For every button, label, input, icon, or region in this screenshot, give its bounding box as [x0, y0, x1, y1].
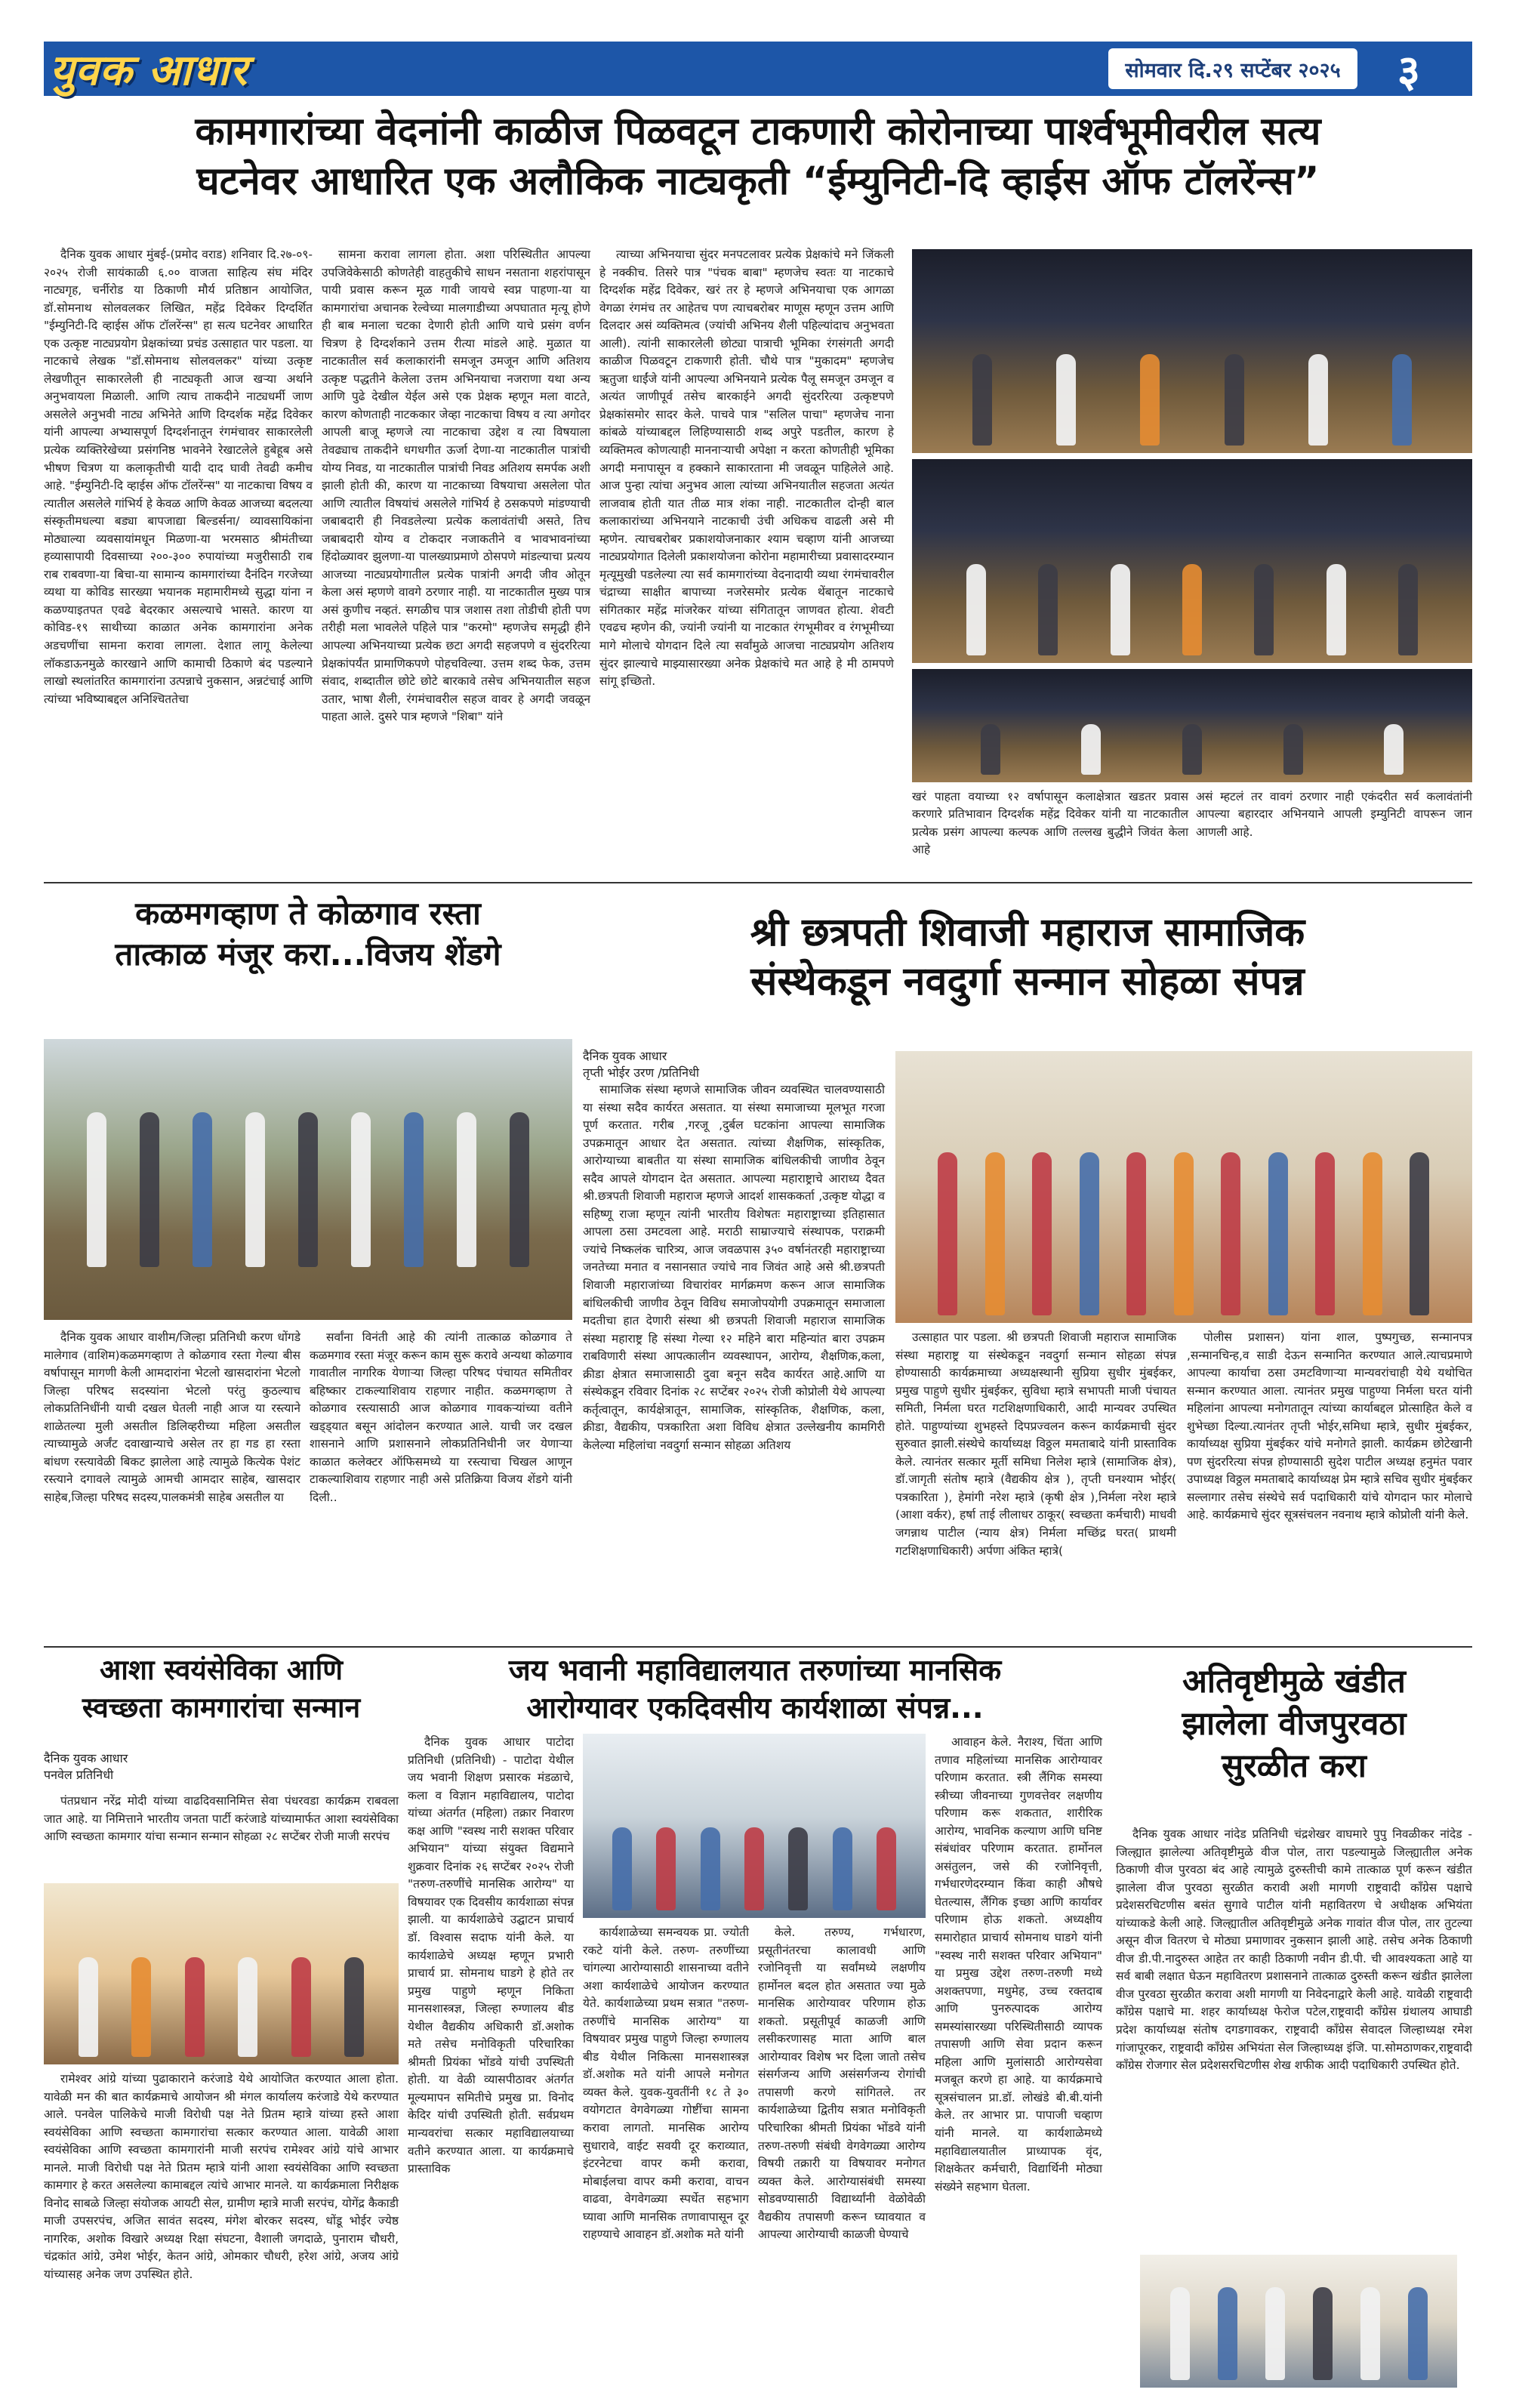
lead-photo-caption-left: खरं पाहता वयाच्या १२ वर्षापासून कलाक्षेत्रात खडतर प्रवास करणारे प्रतिभावान दिग्दर्शक महेंद्र दिवेकर यांनी या नाटकातील प्रत्येक प्रसंग आपल्या कल्पक आणि तल्लख बुद्धीने जिवंत केला आहे: [912, 790, 1188, 856]
vij-headline-line1: अतिवृष्टीमुळे खंडीत: [1182, 1663, 1406, 1700]
kalamgavhan-text-1: दैनिक युवक आधार वाशीम/जिल्हा प्रतिनिधी करण धोंगडे मालेगाव (वाशिम)कळमगव्हाण ते कोळगाव रस्ता गेल्या बीस वर्षापासून मागणी केली आमदारांना भेटलो खासदारांना भेटलो जिल्हा परिषद सदस्यांना भेटलो परंतु कुठल्याच लोकप्रतिनिधींनी याची दखल घेतली नाही आज या रस्त्याने शाळेतल्या मुली असतील डिलिव्हरीच्या महिला असतील त्याच्यामुळे अर्जंट दवाखान्याचे असेल तर हा गड हा रस्ता बांधण रस्त्यावेळी बिकट झालेला आहे त्यामुळे कित्येक पेशंट रस्त्याने दगावले त्यामुळे आमची आमदार साहेब, खासदार साहेब,जिल्हा परिषद सदस्य,पालकमंत्री साहेब असतील या: [44, 1330, 300, 1504]
lead-photo-caption-right: असं म्हटलं तर वावगं ठरणार नाही एकंदरीत सर्व कलावंतांनी आपल्या बहारदार अभिनयाने आपली इम्युनिटी वापरून जान आणली आहे.: [1196, 790, 1472, 839]
kalamgavhan-headline-line2: तात्काळ मंजूर करा...विजय शेंडगे: [115, 935, 501, 973]
vij-headline[interactable]: [1116, 1661, 1472, 1788]
navdurga-byline-2: तृप्ती भोईर उरण /प्रतिनिधी: [583, 1065, 700, 1081]
asha-byline: [44, 1750, 399, 1784]
jay-bhavani-column-3: [758, 1924, 926, 2388]
memorandum-photo[interactable]: [1140, 2255, 1457, 2388]
navdurga-column-3: [1187, 1329, 1472, 1639]
navdurga-text-1: सामाजिक संस्था म्हणजे सामाजिक जीवन व्यवस्थित चालवण्यासाठी या संस्था सदैव कार्यरत असतात. या संस्था समाजाच्या मूलभूत गरजा पूर्ण करतात. गरीब ,गरजू ,दुर्बल घटकांना आपल्या सामाजिक उपक्रमातून आधार देत असतात. त्यांच्या शैक्षणिक, सांस्कृतिक, आरोग्याच्या बाबतीत या संस्था सामाजिक बांधिलकीची जाणीव ठेवून सदैव आपले योगदान देत असतात. आपल्या महाराष्ट्राचे आराध्य दैवत श्री.छत्रपती शिवाजी महाराज म्हणजे आदर्श शासककर्ता ,उत्कृष्ट योद्धा व सहिष्णू राजा म्हणून त्यांनी भारतीय विशेषतः महाराष्ट्राच्या इतिहासात आपला ठसा उमटवला आहे. मराठी साम्राज्याचे संस्थापक, पराक्रमी ज्यांचे निष्कलंक चारित्र्य, आज जवळपास ३५० वर्षानंतरही महाराष्ट्राच्या जनतेच्या मनात व नसानसात ज्यांचे नाव जिवंत आहे असे श्री.छत्रपती शिवाजी महाराजांच्या विचारांवर मार्गक्रमण करून आज सामाजिक बांधिलकीची जाणीव ठेवून विविध समाजोपयोगी उपक्रमातून समाजाला मदतीचा हात देणारी संस्था श्री छत्रपती शिवाजी महाराज सामाजिक संस्था महाराष्ट्र हि संस्था गेल्या १२ महिने बारा महिन्यांत बारा उपक्रम राबविणारी संस्था आपत्कालीन व्यवस्थापन, आरोग्य, शैक्षणिक,कला, क्रीडा क्षेत्रात समाजासाठी दुवा बनून सदैव कार्यरत आहे.आणि या संस्थेकडून रविवार दिनांक २८ सप्टेंबर २०२५ रोजी कोप्रोली येथे आपल्या कर्तृत्वातून, कार्यक्षेत्रातून, सामाजिक, सांस्कृतिक, शैक्षणिक, कला, क्रीडा, वैद्यकीय, पत्रकारिता अशा विविध क्षेत्रात उल्लेखनीय कामगिरी केलेल्या महिलांचा नवदुर्गा सन्मान सोहळा अतिशय: [583, 1083, 885, 1452]
asha-text-2: रामेश्वर आंग्रे यांच्या पुढाकाराने करंजाडे येथे आयोजित करण्यात आला होता. यावेळी मन की बात कार्यक्रमाचे आयोजन श्री मंगल कार्यालय करंजाडे येथे करण्यात आले. पनवेल पालिकेचे माजी विरोधी पक्ष नेते प्रितम म्हात्रे यांच्या हस्ते आशा स्वयंसेविका आणि स्वच्छता कामगारांचा सत्कार करण्यात आला. यावेळी आशा स्वयंसेविका आणि स्वच्छता कामगारांनी माजी सरपंच रामेश्वर आंग्रे यांचे आभार मानले. माजी विरोधी पक्ष नेते प्रितम म्हात्रे यांनी आशा स्वयंसेविका आणि स्वच्छता कामगार हे करत असलेल्या कामाबद्दल त्यांचे आभार मानले. या कार्यक्रमाला निरीक्षक विनोद साबळे जिल्हा संयोजक आयटी सेल, ग्रामीण म्हात्रे माजी सरपंच, योगेंद्र कैकाडी माजी उपसरपंच, अजित सावंत सदस्य, मंगेश बोरकर सदस्य, धोंडू भोईर ज्येष्ठ नागरिक, अशोक विखारे अध्यक्ष रिक्षा संघटना, वैशाली जगदाळे, पुनाराम चौधरी, चंद्रकांत आंग्रे, उमेश भोईर, केतन आंग्रे, ओमकार चौधरी, हरेश आंग्रे, अजय आंग्रे यांच्यासह अनेक जण उपस्थित होते.: [44, 2072, 399, 2282]
asha-byline-2: पनवेल प्रतिनिधी: [44, 1768, 114, 1783]
asha-text-1: पंतप्रधान नरेंद्र मोदी यांच्या वाढदिवसानिमित्त सेवा पंधरवडा कार्यक्रम राबवला जात आहे. या निमित्ताने भारतीय जनता पार्टी करंजाडे यांच्यामार्फत आशा स्वयंसेविका आणि स्वच्छता कामगार यांचा सन्मान सन्मान सोहळा २८ सप्टेंबर रोजी माजी सरपंच: [44, 1794, 399, 1844]
vij-text: [1116, 1826, 1472, 2247]
asha-headline[interactable]: [44, 1654, 399, 1724]
lead-text-1: दैनिक युवक आधार मुंबई-(प्रमोद वराड) शनिवार दि.२७-०९- २०२५ रोजी सायंकाळी ६.०० वाजता साहित्य संघ मंदिर नाट्यगृह, चर्नीरोड या ठिकाणी मौर्य प्रतिष्ठान आयोजित, डॉ.सोमनाथ सोलवलकर लिखित, महेंद्र दिवेकर दिग्दर्शित "ईम्युनिटी-दि व्हाईस ऑफ टॉलरेंन्स" हा सत्य घटनेवर आधारित एक उत्कृष्ट नाट्यप्रयोग प्रेक्षकांच्या प्रचंड उत्साहात पार पडला. या नाटकाचे लेखक "डॉ.सोमनाथ सोलवलकर" यांच्या उत्कृष्ट लेखणीतून साकारलेली ही नाट्यकृती आज खऱ्या अर्थाने अनुभवायला मिळाली. आणि त्याच ताकदीने नाट्यधर्मी जाण असलेले अनुभवी नाट्य अभिनेते आणि दिग्दर्शक महेंद्र दिवेकर यांनी आपल्या अभ्यासपूर्ण दिग्दर्शनातून रंगमंचावर साकारलेली प्रत्येक व्यक्तिरेखेच्या प्रसंगनिष्ठ भावनेने रेखाटलेले हुबेहूब असे भीषण चित्रण या कलाकृतीची यादी दाद घावी तेवढी कमीच आहे. "ईम्युनिटी-दि व्हाईस ऑफ टॉलरेंन्स" या नाटकाचा विषय व त्यातील असलेले गांभिर्य हे केवळ आणि केवळ आजच्या बदलत्या संस्कृतीमधल्या बड्या बापजाद्या बिल्डर्सना/ व्यावसायिकांना मोठ्याल्या व्यवसायांमधून मिळणा-या भरमसाठ श्रीमंतीच्या हव्यासापायी दिवसाच्या २००-३०० रुपायांच्या मजुरीसाठी राब राब राबवणा-या बिचा-या सामान्य कामगारांच्या दैनंदिन गरजेच्या व्यथा या कोविड सारख्या भयानक महामारीमध्ये सुद्धा यांना न कळण्याइतपत एवढे बेदरकार असल्याचे भासते. कारण या कोविड-१९ साथीच्या काळात अनेक कामगारांना अनेक अडचणींचा सामना करावा लागला. देशात लागू केलेल्या लॉकडाऊनमुळे कारखाने आणि कामाची ठिकाणे बंद पडल्याने लाखो स्थलांतरित कामगारांना उत्पन्नाचे नुकसान, अन्नटंचाई आणि त्यांच्या भविष्याबद्दल अनिश्चिततेचा: [44, 248, 313, 706]
section-divider: [44, 882, 1472, 883]
jay-bhavani-headline[interactable]: [408, 1654, 1102, 1726]
play-photo-2[interactable]: [912, 459, 1472, 663]
navdurga-byline: [583, 1048, 885, 1082]
lead-headline-line2: घटनेवर आधारित एक अलौकिक नाट्यकृती “ईम्युनिटी-दि व्हाईस ऑफ टॉलरेंन्स”: [196, 159, 1320, 205]
page-number: ३: [1397, 45, 1421, 97]
navdurga-headline-line2: संस्थेकडून नवदुर्गा सन्मान सोहळा संपन्न: [750, 959, 1305, 1005]
lead-column-2: [322, 246, 590, 871]
kalamgavhan-headline-line1: कळमगव्हाण ते कोळगाव रस्ता: [135, 895, 481, 932]
jay-bhavani-column-1: [408, 1734, 574, 2388]
asha-photo[interactable]: [44, 1883, 399, 2064]
navdurga-text-2: उत्साहात पार पडला. श्री छत्रपती शिवाजी महाराज सामाजिक संस्था महाराष्ट्र या संस्थेकडून नवदुर्गा सन्मान सोहळा संपन्न होण्यासाठी कार्यक्रमाच्या अध्यक्षस्थानी सुप्रिया सुधीर मुंबईकर, प्रमुख पाहुणे सुधीर मुंबईकर, सुविधा म्हात्रे सभापती माजी पंचायत समिती, निर्मला घरत गटशिक्षणाधिकारी, आदी मान्यवर उपस्थित होते. पाहुण्यांच्या शुभहस्ते दिपप्रज्वलन करून कार्यक्रमाची सुंदर सुरुवात झाली.संस्थेचे कार्याध्यक्ष विठ्ठल ममताबादे यांनी प्रास्ताविक केले. त्यानंतर सत्कार मूर्ती समिधा निलेश म्हात्रे (सामाजिक क्षेत्र), डॉ.जागृती संतोष म्हात्रे (वैद्यकीय क्षेत्र ), तृप्ती घनश्याम भोईर( पत्रकारिता ), हेमांगी नरेश म्हात्रे (कृषी क्षेत्र ),निर्मला नरेश म्हात्रे (आशा वर्कर), हर्षा ताई लीलाधर ठाकूर( स्वच्छता कर्मचारी) माधवी जगन्नाथ पाटील (न्याय क्षेत्र) निर्मला मच्छिंद्र घरत( प्राथमी गटशिक्षणाधिकारी) अर्पणा अंकित म्हात्रे(: [895, 1330, 1176, 1558]
asha-headline-line1: आशा स्वयंसेविका आणि: [99, 1654, 344, 1686]
jay-bhavani-headline-line2: आरोग्यावर एकदिवसीय कार्यशाळा संपन्न...: [526, 1691, 984, 1726]
jay-bhavani-headline-line1: जय भवानी महाविद्यालयात तरुणांच्या मानसिक: [508, 1654, 1002, 1688]
lead-text-2: सामना करावा लागला होता. अशा परिस्थितीत आपल्या उपजिवेकेसाठी कोणतेही वाहतुकीचे साधन नसताना शहरांपासून पायी प्रवास करून मूळ गावी जायचे स्वप्न पाहणा-या या कामगारांचा अचानक रेल्वेच्या मालगाडीच्या अपघातात मृत्यू होणे ही बाब मनाला चटका देणारी होती आणि याचे प्रसंग वर्णन चित्रण हे दिग्दर्शकाने उत्तम रीत्या मांडले आहे. मुळात या नाटकातील सर्व कलाकारांनी समजून उमजून आणि अतिशय उत्कृष्ट पद्धतीने केलेला उत्तम अभिनयाचा नजराणा यथा अन्य आणि पुढे देखील येईल असे एक प्रेक्षक म्हणून मला वाटते, कारण कोणताही नाटककार जेव्हा नाटकाचा विषय व त्या अगोदर आपली बाजू म्हणजे त्या नाटकाचा उद्देश व त्या विषयाला तेवढ्याच ताकदीने धगधगीत ऊर्जा देणा-या नाटकातील पात्रांची योग्य निवड, या नाटकातील पात्रांची निवड अतिशय समर्पक अशी झाली होती की, कारण या नाटकाच्या विषयाचा असलेला पोत आणि त्यातील विषयांचं असलेले गांभिर्य हे ठसकपणे मांडण्याची जबाबदारी ही निवडलेल्या प्रत्येक कलावंतांची असते, तिच जबाबदारी योग्य व टोकदार नजाकतीने व भावभावनांच्या हिंदोळ्यावर झुलणा-या पालख्याप्रमाणे ठोसपणे मांडल्याचा प्रत्यय आजच्या नाट्यप्रयोगातील प्रत्येक पात्रांनी अगदी जीव ओतून केला असं म्हणणे वावगे ठरणार नाही. या नाटकातील मुख्य पात्र असं कुणीच नव्हतं. सगळीच पात्र जशास तशा तोडीची होती पण तरीही मला भावलेले पहिले पात्र "करमो" म्हणजेच समृद्धी हीने आपल्या अभिनयाच्या प्रत्येक छटा अगदी सहजपणे व सुंदररित्या प्रेक्षकांपर्यंत प्रामाणिकपणे पोहचविल्या. उत्तम शब्द फेक, उत्तम संवाद, शब्दातील छोटे छोटे बारकावे तसेच अभिनयातील सहज उतार, भाषा शैली, रंगमंचावरील सहज वावर हे अगदी जवळून पाहता आले. दुसरे पात्र म्हणजे "शिबा" यांने: [322, 248, 590, 724]
lead-headline[interactable]: [44, 109, 1472, 205]
jay-bhavani-text-4: आवाहन केले. नैराश्य, चिंता आणि तणाव महिलांच्या मानसिक आरोग्यावर परिणाम करतात. स्त्री लैंगिक समस्या स्त्रीच्या जीवनाच्या गुणवत्तेवर लक्षणीय परिणाम करू शकतात, शारीरिक आरोग्य, भावनिक कल्याण आणि घनिष्ट संबंधांवर परिणाम करतात. हार्मोनल असंतुलन, जसे की रजोनिवृत्ती, गर्भधारणेदरम्यान किंवा काही औषधे घेतल्यास, लैंगिक इच्छा आणि कार्यावर परिणाम होऊ शकतो. अध्यक्षीय समारोहात प्राचार्य सोमनाथ घाडगे यांनी "स्वस्थ नारी सशक्त परिवार अभियान" या प्रमुख उद्देश तरुण-तरुणी मध्ये अशक्तपणा, मधुमेह, उच्च रक्तदाब आणि पुनरुत्पादक आरोग्य समस्यांसारख्या परिस्थितीसाठी व्यापक तपासणी आणि सेवा प्रदान करून महिला आणि मुलांसाठी आरोग्यसेवा मजबूत करणे हा आहे. या कार्यक्रमाचे सूत्रसंचालन प्रा.डॉ. लोखंडे बी.बी.यांनी केले. तर आभार प्रा. पापाजी चव्हाण यांनी मानले. या कार्यशाळेमध्ये महाविद्यालयातील प्राध्यापक वृंद, शिक्षकेतर कर्मचारी, विद्यार्थिनी मोठ्या संख्येने सहभाग घेतला.: [935, 1735, 1102, 2194]
vij-headline-line2: झालेला वीजपुरवठा: [1182, 1704, 1407, 1743]
kalamgavhan-column-2: [310, 1329, 572, 1639]
workshop-photo[interactable]: [583, 1734, 926, 1918]
play-photo-1[interactable]: [912, 249, 1472, 453]
lead-headline-line1: कामगारांच्या वेदनांनी काळीज पिळवटून टाकणारी कोरोनाच्या पार्श्वभूमीवरील सत्य: [195, 109, 1321, 154]
section-divider-2: [44, 1646, 1472, 1648]
asha-text-top: [44, 1793, 399, 1877]
asha-headline-line2: स्वच्छता कामगारांचा सन्मान: [82, 1691, 361, 1724]
asha-byline-1: दैनिक युवक आधार: [44, 1751, 128, 1765]
navdurga-headline[interactable]: [583, 910, 1472, 1006]
navdurga-headline-line1: श्री छत्रपती शिवाजी महाराज सामाजिक: [750, 910, 1305, 955]
navdurga-text-3: पोलीस प्रशासन) यांना शाल, पुष्पगुच्छ, सन्मानपत्र ,सन्मानचिन्ह,व साडी देऊन सन्मानित करण्यात आले.त्याचप्रमाणे आपल्या कार्याचा ठसा उमटविणाऱ्या मान्यवरांचाही येथे यथोचित सन्मान करण्यात आला. त्यानंतर प्रमुख पाहुण्या निर्मला घरत यांनी महिलांना आपल्या मनोगतातून त्यांच्या कार्याबद्दल प्रोत्साहित केले व शुभेच्छा दिल्या.त्यानंतर तृप्ती भोईर,समिधा म्हात्रे, सुधीर मुंबईकर, कार्याध्यक्ष सुप्रिया मुंबईकर यांचे मनोगते झाली. कार्यक्रम छोटेखानी पण सुंदररित्या संपन्न होण्यासाठी सुदेश पाटील अध्यक्ष हनुमंत पवार उपाध्यक्ष विठ्ठल ममताबादे कार्याध्यक्ष प्रेम म्हात्रे सचिव सुधीर मुंबईकर सल्लागार तसेच संस्थेचे सर्व पदाधिकारी यांचे योगदान फार मोलाचे आहे. कार्यक्रमाचे सुंदर सूत्रसंचलन नवनाथ म्हात्रे कोप्रोली यांनी केले.: [1187, 1330, 1472, 1522]
asha-text-bottom: [44, 2070, 399, 2388]
jay-bhavani-column-2: [583, 1924, 749, 2388]
lead-column-3: [599, 246, 894, 871]
navdurga-column-1: [583, 1081, 885, 1452]
lead-text-3: त्याच्या अभिनयाचा सुंदर मनपटलावर प्रत्येक प्रेक्षकांचे मने जिंकली हे नक्कीच. तिसरे पात्र "पंचक बाबा" म्हणजेच स्वतः या नाटकाचे दिग्दर्शक महेंद्र दिवेकर, खरं तर हे म्हणजे अभिनयाचा एक आगळा वेगळा रंगमंच तर आहेतच पण त्याचबरोबर माणूस म्हणून उत्तम आणि दिलदार असं व्यक्तिमत्व (ज्यांची अभिनय शैली पहिल्यांदाच अनुभवता आली). त्यांनी साकारलेली छोट्या पात्राची भूमिका रंगसंगती अगदी काळीज पिळवटून टाकणारी होती. चौथे पात्र "मुकादम" म्हणजेच ऋतुजा धाईंजे यांनी आपल्या अभिनयाने प्रत्येक पैलू समजून उमजून व अत्यंत जाणीपूर्व तसेच बारकाईने अगदी सुंदररित्या उत्कृष्टपणे प्रेक्षकांसमोर सादर केले. पाचवे पात्र "सलिल पाचा" म्हणजेच नाना कांबळे यांच्याबद्दल लिहिण्यासाठी शब्द अपुरे पडतील, कारण हे व्यक्तिमत्व कोणत्याही माननाऱ्याची अपेक्षा न करता कोणतीही भूमिका अगदी मनापासून व हक्काने साकारताना मी जवळून पाहिलेले आहे. आज पुन्हा त्यांचा अनुभव आला त्यांच्या अभिनयातील सहजता अत्यंत लाजवाब होती यात तीळ मात्र शंका नाही. नाटकातील दोन्ही बाल कलाकारांच्या अभिनयाने नाटकाची उंची अधिकच वाढली असे मी म्हणेन. त्याचबरोबर प्रकाशयोजनाकार श्याम चव्हाण यांनी आजच्या नाट्यप्रयोगात दिलेली प्रकाशयोजना कोरोना महामारीच्या प्रवासादरम्यान मृत्यूमुखी पडलेल्या त्या सर्व कामगारांच्या वेदनादायी व्यथा रंगमंचावरील चंद्राच्या साक्षीत बापाच्या नजरेसमोर प्रत्येक थेंबातून नाटकाचे संगितकार महेंद्र मांजरेकर यांच्या संगितातून जाणवत होत्या. शेवटी एवढच म्हणेन की, ज्यांनी ज्यांनी या नाटकात रंगभूमीवर व रंगभूमीच्या मागे मोलाचे योगदान दिले त्या सर्वांमुळे आजचा नाट्यप्रयोग अतिशय सुंदर झाल्याचे माझ्यासारख्या अनेक प्रेक्षकांचे मत आहे हे मी ठामपणे सांगू इच्छितो.: [599, 248, 894, 689]
navdurga-column-2: [895, 1329, 1176, 1639]
jay-bhavani-text-2: कार्यशाळेच्या समन्वयक प्रा. ज्योती रकटे यांनी केले. तरुण- तरुणींच्या चांगल्या आरोग्यासाठी शासनाच्या वतीने अशा कार्यशाळेचे आयोजन करण्यात येते. कार्यशाळेच्या प्रथम सत्रात "तरुण-तरुणींचे मानसिक आरोग्य" या विषयावर प्रमुख पाहुणे जिल्हा रुग्णालय बीड येथील निकित्सा मानसशास्त्रज्ञ डॉ.अशोक मते यांनी आपले मनोगत व्यक्त केले. युवक-युवतींनी १८ ते ३० वयोगटात वेगवेगळ्या गोष्टींचा सामना करावा लागतो. मानसिक आरोग्य सुधारावे, वाईट सवयी दूर कराव्यात, इंटरनेटचा वापर कमी करावा, मोबाईलचा वापर कमी करावा, वाचन वाढवा, वेगवेगळ्या स्पर्धेत सहभाग घ्यावा आणि मानसिक तणावापासून दूर राहण्याचे आवाहन डॉ.अशोक मते यांनी: [583, 1925, 749, 2242]
newspaper-logo[interactable]: युवक आधार: [50, 46, 248, 95]
jay-bhavani-text-1: दैनिक युवक आधार पाटोदा प्रतिनिधी (प्रतिनिधी) - पाटोदा येथील जय भवानी शिक्षण प्रसारक मंडळाचे, कला व विज्ञान महाविद्यालय, पाटोदा यांच्या अंतर्गत (महिला) तक्रार निवारण कक्ष आणि "स्वस्थ नारी सशक्त परिवार अभियान" यांच्या संयुक्त विद्यमाने शुक्रवार दिनांक २६ सप्टेंबर २०२५ रोजी "तरुण-तरुणींचे मानसिक आरोग्य" या विषयावर एक दिवसीय कार्यशाळा संपन्न झाली. या कार्यशाळेचे उद्घाटन प्राचार्य डॉ. विश्वास सदाफ यांनी केले. या कार्यशाळेचे अध्यक्ष म्हणून प्रभारी प्राचार्य प्रा. सोमनाथ घाडगे हे होते तर प्रमुख पाहुणे म्हणून निकिता मानसशास्त्रज्ञ, जिल्हा रुग्णालय बीड येथील वैद्यकीय अधिकारी डॉ.अशोक मते तसेच मनोविकृती परिचारिका श्रीमती प्रियंका भोंडवे यांची उपस्थिती होती. या वेळी व्यासपीठावर अंतर्गत मूल्यमापन समितीचे प्रमुख प्रा. विनोद केदिर यांची उपस्थिती होती. सर्वप्रथम मान्यवरांचा सत्कार महाविद्यालयाच्या वतीने करण्यात आला. या कार्यक्रमाचे प्रास्ताविक: [408, 1735, 574, 2176]
kalamgavhan-column-1: [44, 1329, 300, 1639]
vij-text-body: दैनिक युवक आधार नांदेड प्रतिनिधी चंद्रशेखर वाघमारे पुपु निवळीकर नांदेड - जिल्ह्यात झालेल्या अतिवृष्टीमुळे वीज पोल, तारा पडल्यामुळे जिल्ह्यातील अनेक ठिकाणी वीज पुरवठा बंद आहे त्यामुळे दुरुस्तीची कामे तात्काळ पूर्ण करून खंडीत झालेला वीज पुरवठा सुरळीत करावी अशी मागणी राष्ट्रवादी कॉंग्रेस पक्षाचे प्रदेशसरचिटणीस बसंत सुगावे पाटील यांनी महावितरण चे अधीक्षक अभियंता यांच्याकडे केली आहे. जिल्ह्यातील अतिवृष्टीमुळे अनेक गावांत वीज पोल, तार तुटल्या असून वीज वितरण चे मोठ्या प्रमाणावर नुकसान झाली आहे. तसेच अनेक ठिकाणी वीज डी.पी.नादुरुस्त आहेत तर काही ठिकाणी नवीन डी.पी. ची आवश्यकता आहे या सर्व बाबी लक्षात घेऊन महावितरण प्रशासनाने तात्काळ दुरुस्ती करून खंडीत झालेला वीज पुरवठा सुरळीत करावा अशी मागणी या निवेदनाद्वारे केली आहे. यावेळी राष्ट्रवादी कॉंग्रेस पक्षाचे मा. शहर कार्याध्यक्ष फेरोज पटेल,राष्ट्रवादी कॉंग्रेस ग्रंथालय आघाडी प्रदेश कार्याध्यक्ष संतोष दगडगावकर, राष्ट्रवादी कॉंग्रेस सेवादल जिल्हाध्यक्ष रमेश गांजापूरकर, राष्ट्रवादी कॉंग्रेस अभियंता सेल जिल्हाध्यक्ष इंजि. पा.सोमठाणकर,राष्ट्रवादी कॉंग्रेस रोजगार सेल प्रदेशसरचिटणीस शेख शफीक आदी पदाधिकारी उपस्थित होते.: [1116, 1827, 1472, 2073]
vij-headline-line3: सुरळीत करा: [1222, 1747, 1367, 1785]
navdurga-byline-1: दैनिक युवक आधार: [583, 1049, 667, 1063]
lead-column-1: [44, 246, 313, 871]
navdurga-photo[interactable]: [895, 1051, 1472, 1323]
kalamgavhan-text-2: सर्वांना विनंती आहे की त्यांनी तात्काळ कोळगाव ते कळमगाव रस्ता मंजूर करून काम सुरू करावे अन्यथा कोळगाव गावातील नागरिक येणाऱ्या जिल्हा परिषद पंचायत समितीवर बहिष्कार टाकल्याशिवाय राहणार नाहीत. कळमगव्हाण ते कोळगाव रस्त्यासाठी आज कोळगाव गावकऱ्यांच्या वतीने खड्ड्यात बसून आंदोलन करण्यात आले. याची जर दखल शासनाने आणि प्रशासनाने लोकप्रतिनिधीनी जर येणाऱ्या काळात कलेक्टर ऑफिसमध्ये या रस्त्याचा चिखल आणून टाकल्याशिवाय राहणार नाही असे प्रतिक्रिया विजय शेंडगे यांनी दिली..: [310, 1330, 572, 1504]
issue-date: सोमवार दि.२९ सप्टेंबर २०२५: [1108, 48, 1357, 89]
kalamgavhan-headline[interactable]: [44, 895, 572, 973]
jay-bhavani-column-4: [935, 1734, 1102, 2388]
play-photo-3[interactable]: [912, 669, 1472, 782]
jay-bhavani-text-3: केले. तरुण्य, गर्भधारण, प्रसूतीनंतरचा कालावधी आणि रजोनिवृत्ती या सर्वांमध्ये लक्षणीय हार्मोनल बदल होत असतात ज्या मुळे मानसिक आरोग्यावर परिणाम होऊ शकतो. प्रसूतीपूर्व काळजी आणि लसीकरणासह माता आणि बाल आरोग्यावर विशेष भर दिला जातो तसेच संसर्गजन्य आणि असंसर्गजन्य रोगांची तपासणी करणे सांगितले. तर कार्यशाळेच्या द्वितीय सत्रात मनोविकृती परिचारिका श्रीमती प्रियंका भोंडवे यांनी तरुण-तरुणी संबंधी वेगवेगळ्या आरोग्य विषयी तक्रारी या विषयावर मनोगत व्यक्त केले. आरोग्यासंबंधी समस्या सोडवण्यासाठी विद्यार्थ्यांनी वेळोवेळी वैद्यकीय तपासणी करून घ्यावयात व आपल्या आरोग्याची काळजी घेण्याचे: [758, 1925, 926, 2242]
road-protest-photo[interactable]: [44, 1039, 572, 1320]
